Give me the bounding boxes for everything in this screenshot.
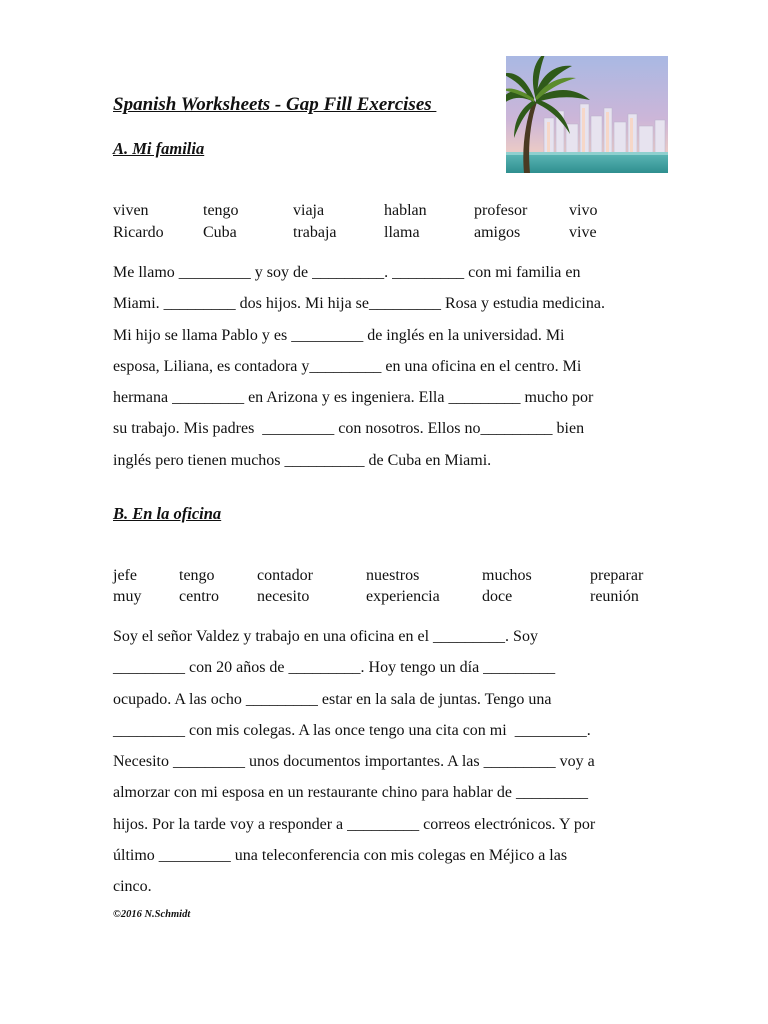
paragraph-line: esposa, Liliana, es contadora y_________ en una oficina en el centro. Mi [113,357,582,375]
word-bank-item: llama [384,224,420,241]
word-bank-item: Cuba [203,224,237,241]
paragraph-line: Miami. _________ dos hijos. Mi hija se_________ Rosa y estudia medicina. [113,295,605,313]
word-bank-item: vivo [569,202,598,219]
copyright-notice: ©2016 N.Schmidt [113,909,191,920]
word-bank-item: preparar [590,567,644,584]
paragraph-line: último _________ una teleconferencia con mis colegas en Méjico a las [113,847,568,865]
paragraph-line: _________ con 20 años de _________. Hoy tengo un día _________ [113,659,556,677]
word-bank-item: profesor [474,202,528,219]
word-bank-item: contador [257,567,313,584]
paragraph-line: cinco. [113,878,152,896]
section-a-heading: A. Mi familia [113,139,205,158]
paragraph-line: ocupado. A las ocho _________ estar en la sala de juntas. Tengo una [113,690,552,708]
word-bank-item: vive [569,224,597,241]
section-a-paragraph [113,257,673,476]
word-bank-item: hablan [384,202,427,219]
paragraph-line: Necesito _________ unos documentos importantes. A las _________ voy a [113,753,595,771]
word-bank-item: amigos [474,224,521,241]
word-bank-item: muchos [482,567,532,584]
word-bank-item: reunión [590,588,639,605]
word-bank-item: nuestros [366,567,420,584]
paragraph-line: su trabajo. Mis padres _________ con nosotros. Ellos no_________ bien [113,420,585,438]
paragraph-line: hermana _________ en Arizona y es ingeniera. Ella _________ mucho por [113,389,594,407]
word-bank-item: experiencia [366,588,440,605]
paragraph-line: almorzar con mi esposa en un restaurante chino para hablar de _________ [113,784,588,802]
word-bank-item: viaja [293,202,325,219]
palm-tree-city-skyline-image [506,56,668,173]
paragraph-line: _________ con mis colegas. A las once tengo una cita con mi _________. [113,721,591,739]
word-bank-item: Ricardo [113,224,164,241]
word-bank-item: necesito [257,588,310,605]
word-bank-item: jefe [113,567,137,584]
word-bank-item: tengo [179,567,215,584]
word-bank-item: tengo [203,202,239,219]
word-bank-item: centro [179,588,219,605]
paragraph-line: Me llamo _________ y soy de _________. _________ con mi familia en [113,264,581,281]
word-bank-item: trabaja [293,224,337,241]
paragraph-line: inglés pero tienen muchos __________ de Cuba en Miami. [113,451,492,469]
word-bank-item: viven [113,202,149,219]
section-b-paragraph [113,621,673,903]
paragraph-line: hijos. Por la tarde voy a responder a _________ correos electrónicos. Y por [113,815,596,833]
word-bank-item: doce [482,588,513,605]
section-b-heading: B. En la oficina [113,504,222,523]
worksheet-title: Spanish Worksheets - Gap Fill Exercises [113,94,437,115]
paragraph-line: Soy el señor Valdez y trabajo en una oficina en el _________. Soy [113,628,538,645]
paragraph-line: Mi hijo se llama Pablo y es _________ de inglés en la universidad. Mi [113,326,565,344]
word-bank-item: muy [113,588,142,605]
